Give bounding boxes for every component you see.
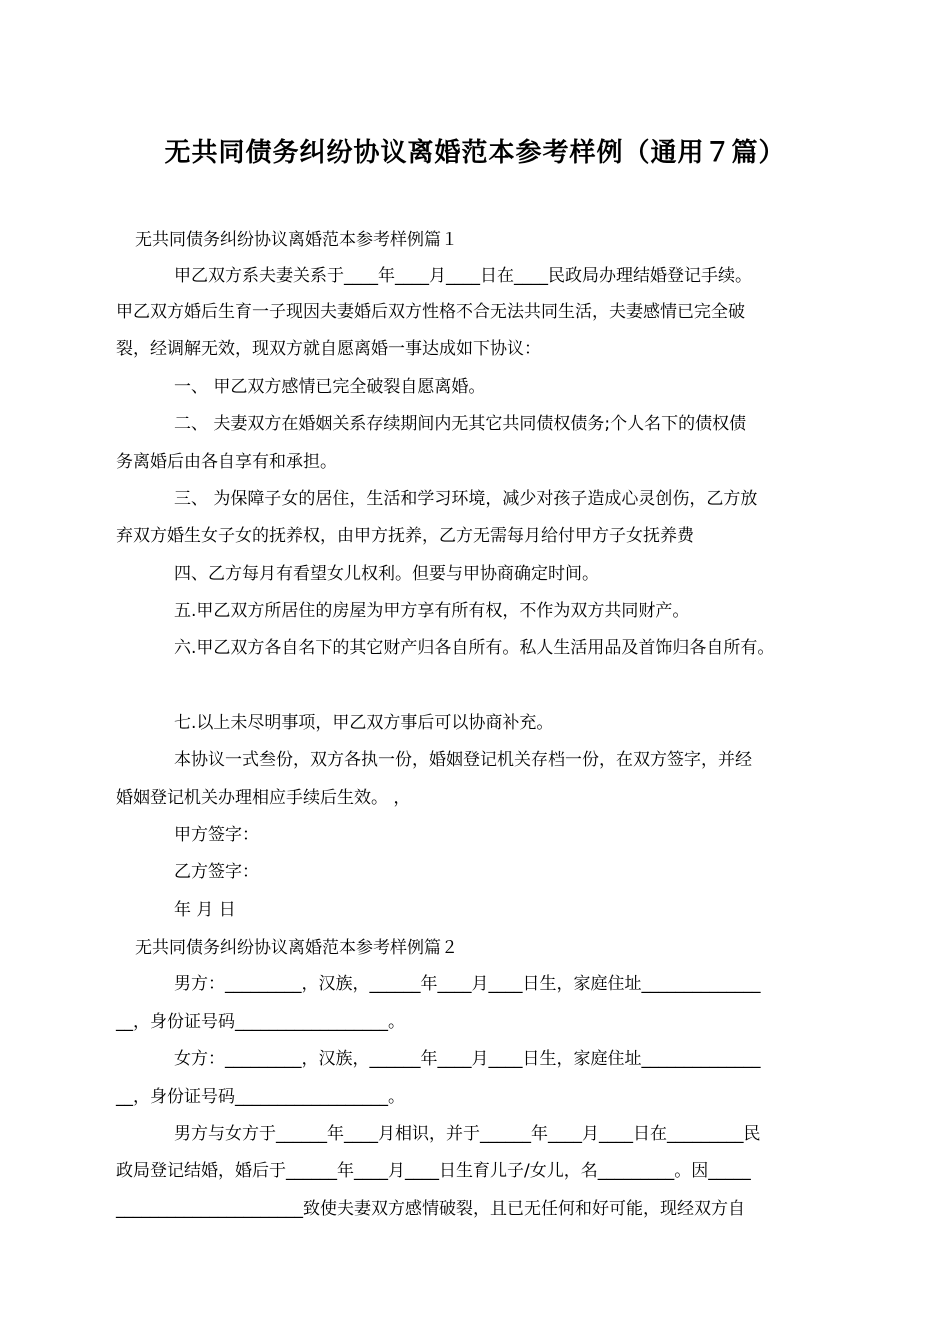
form-line: 男方：_________，汉族，______年____月____日生，家庭住址______________ [174,974,761,994]
clause-line: 三、 为保障子女的居住，生活和学习环境，减少对孩子造成心灵创伤，乙方放 [174,489,758,509]
document-title: 无共同债务纠纷协议离婚范本参考样例（通用７篇） [164,138,786,168]
clause-line: 五.甲乙双方所居住的房屋为甲方享有所有权，不作为双方共同财产。 [174,601,690,621]
paragraph-line: 甲乙双方系夫妻关系于____年____月____日在____民政局办理结婚登记手续。 [174,266,752,286]
form-line: 男方与女方于______年____月相识，并于______年____月____日在_________民 [174,1124,761,1144]
paragraph-line: 甲乙双方婚后生育一子现因夫妻婚后双方性格不合无法共同生活，夫妻感情已完全破 [116,302,745,322]
form-line: __，身份证号码__________________。 [116,1012,405,1032]
form-line: __，身份证号码__________________。 [116,1087,405,1107]
clause-line: 二、 夫妻双方在婚姻关系存续期间内无其它共同债权债务;个人名下的债权债 [174,414,747,434]
form-line: ______________________致使夫妻双方感情破裂，且已无任何和好可能，现经双方自 [116,1199,745,1219]
form-line: 女方：_________，汉族，______年____月____日生，家庭住址______________ [174,1049,761,1069]
clause-line: 六.甲乙双方各自名下的其它财产归各自所有。私人生活用品及首饰归各自所有。 [174,638,775,658]
clause-line: 弃双方婚生女子女的抚养权，由甲方抚养，乙方无需每月给付甲方子女抚养费 [116,526,694,546]
signature-line-party-b: 乙方签字： [174,862,259,882]
clause-line: 七.以上未尽明事项，甲乙双方事后可以协商补充。 [174,713,554,733]
clause-line: 四、乙方每月有看望女儿权利。但要与甲协商确定时间。 [174,564,599,584]
date-line: 年 月 日 [174,900,236,920]
clause-line: 一、 甲乙双方感情已完全破裂自愿离婚。 [174,377,486,397]
paragraph-line: 婚姻登记机关办理相应手续后生效。 ， [116,788,411,808]
clause-line: 务离婚后由各自享有和承担。 [116,452,337,472]
paragraph-line: 本协议一式叁份，双方各执一份，婚姻登记机关存档一份，在双方签字，并经 [174,750,752,770]
signature-line-party-a: 甲方签字： [174,825,259,845]
section-2-heading: 无共同债务纠纷协议离婚范本参考样例篇２ [135,938,458,958]
form-line: 政局登记结婚，婚后于______年____月____日生育儿子/女儿，名_________。因_____ [116,1161,751,1181]
section-1-heading: 无共同债务纠纷协议离婚范本参考样例篇１ [135,230,458,250]
paragraph-line: 裂，经调解无效，现双方就自愿离婚一事达成如下协议： [116,339,541,359]
